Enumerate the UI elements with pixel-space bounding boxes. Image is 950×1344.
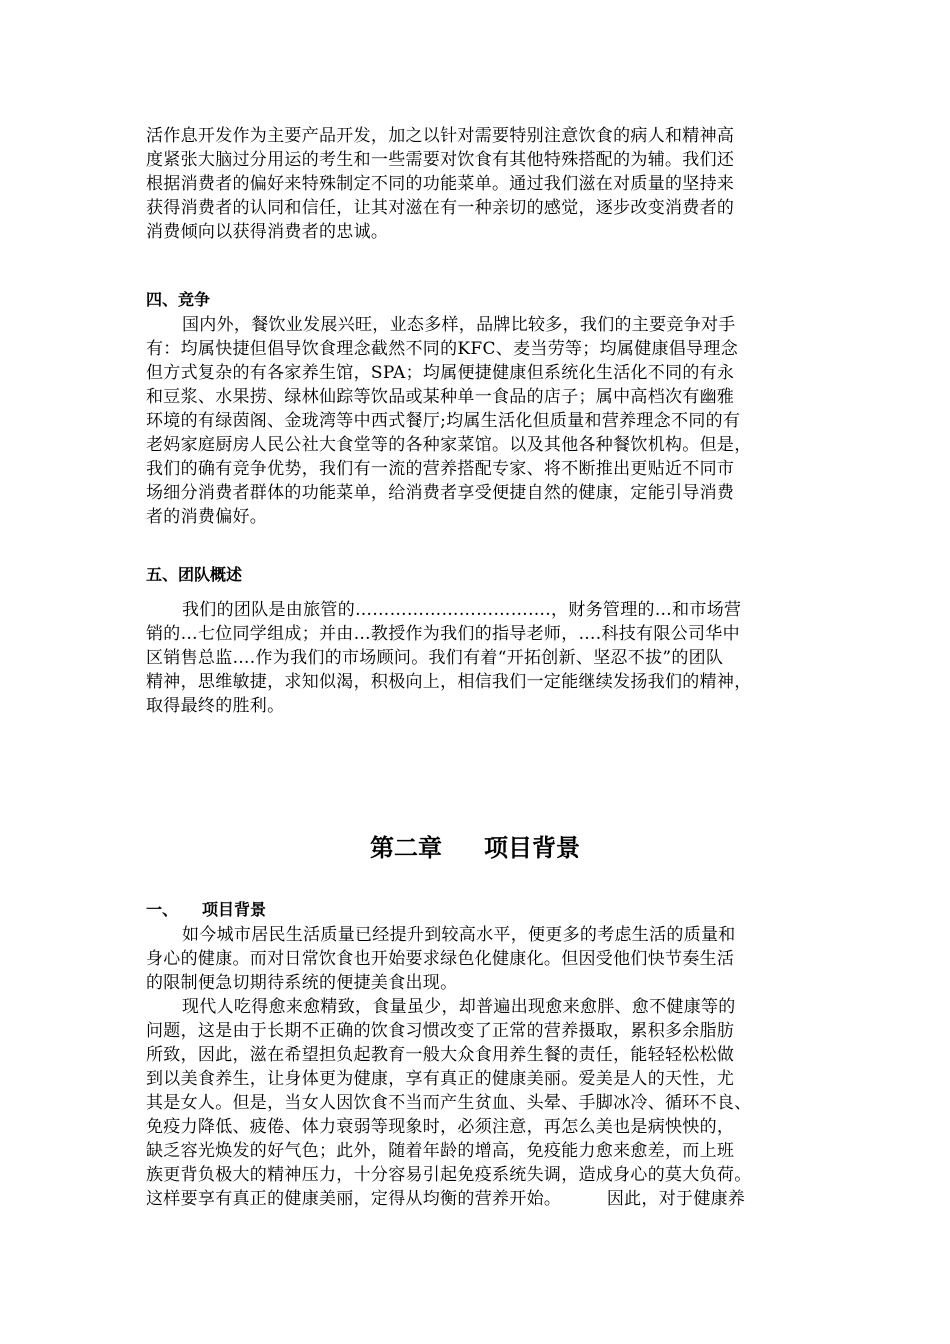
chapter-title [0, 833, 950, 863]
background-heading-text: 项目背景 [202, 900, 267, 919]
competition-line-5: 环境的有绿茵阁、金珑湾等中西式餐厅;均属生活化但质量和营养理念不同的有 [146, 411, 741, 431]
background-heading-number: 一、 [146, 900, 179, 919]
background-p2-line-3: 所致，因此，滋在希望担负起教育一般大众食用养生餐的责任，能轻轻松松做 [146, 1045, 735, 1065]
team-line-4: 精神，思维敏捷，求知似渴，积极向上，相信我们一定能继续发扬我们的精神， [146, 672, 752, 692]
intro-line-4: 获得消费者的认同和信任，让其对滋在有一种亲切的感觉，逐步改变消费者的 [146, 198, 735, 218]
intro-line-1: 活作息开发作为主要产品开发，加之以针对需要特别注意饮食的病人和精神高 [146, 126, 735, 146]
team-heading: 五、团队概述 [146, 565, 243, 584]
background-p1-line-3: 的限制便急切期待系统的便捷美食出现。 [146, 973, 458, 993]
team-line-1: 我们的团队是由旅管的…………………………….，财务管理的…和市场营 [182, 600, 742, 620]
intro-line-2: 度紧张大脑过分用运的考生和一些需要对饮食有其他特殊搭配的为辅。我们还 [146, 150, 735, 170]
background-p2-line-6: 免疫力降低、疲倦、体力衰弱等现象时，必须注意，再怎么美也是病怏怏的， [146, 1117, 735, 1137]
competition-line-6: 老妈家庭厨房人民公社大食堂等的各种家菜馆。以及其他各种餐饮机构。但是， [146, 435, 752, 455]
team-line-5: 取得最终的胜利。 [146, 696, 285, 716]
chapter-number: 第二章 [370, 834, 442, 862]
competition-line-2: 有：均属快捷但倡导饮食理念截然不同的KFC、麦当劳等；均属健康倡导理念 [146, 339, 739, 359]
background-p2-line-2: 问题，这是由于长期不正确的饮食习惯改变了正常的营养摄取，累积多余脂肪 [146, 1021, 735, 1041]
background-p2-line-1: 现代人吃得愈来愈精致，食量虽少，却普遍出现愈来愈胖、愈不健康等的 [182, 997, 736, 1017]
background-p1-line-1: 如今城市居民生活质量已经提升到较高水平，便更多的考虑生活的质量和 [182, 925, 736, 945]
competition-line-3: 但方式复杂的有各家养生馆，SPA；均属便捷健康但系统化生活化不同的有永 [146, 363, 735, 383]
intro-line-5: 消费倾向以获得消费者的忠诚。 [146, 222, 389, 242]
background-p2-line-8: 族更背负极大的精神压力，十分容易引起免疫系统失调，造成身心的莫大负荷。 [146, 1165, 752, 1185]
competition-line-9: 者的消费偏好。 [146, 507, 268, 527]
competition-line-4: 和豆浆、水果捞、绿林仙踪等饮品或某种单一食品的店子；属中高档次有幽雅 [146, 387, 735, 407]
background-p2-line-7: 缺乏容光焕发的好气色；此外，随着年龄的增高，免疫能力愈来愈差，而上班 [146, 1141, 735, 1161]
competition-line-7: 我们的确有竞争优势，我们有一流的营养搭配专家、将不断推出更贴近不同市 [146, 459, 735, 479]
background-p2-line-5: 其是女人。但是，当女人因饮食不当而产生贫血、头晕、手脚冰冷、循环不良、 [146, 1093, 752, 1113]
team-line-2: 销的…七位同学组成；并由…教授作为我们的指导老师，….科技有限公司华中 [146, 624, 740, 644]
competition-line-8: 场细分消费者群体的功能菜单，给消费者享受便捷自然的健康，定能引导消费 [146, 483, 735, 503]
competition-heading: 四、竞争 [146, 290, 211, 309]
background-p2-line-4: 到以美食养生，让身体更为健康，享有真正的健康美丽。爱美是人的天性，尤 [146, 1069, 735, 1089]
intro-line-3: 根据消费者的偏好来特殊制定不同的功能菜单。通过我们滋在对质量的坚持来 [146, 174, 735, 194]
background-heading [146, 899, 266, 921]
background-p2-line-9: 这样要享有真正的健康美丽，定得从均衡的营养开始。 因此，对于健康养 [146, 1189, 746, 1209]
chapter-name: 项目背景 [484, 834, 580, 862]
competition-line-1: 国内外，餐饮业发展兴旺，业态多样，品牌比较多，我们的主要竞争对手 [182, 315, 736, 335]
team-line-3: 区销售总监….作为我们的市场顾问。我们有着“开拓创新、坚忍不拔”的团队 [146, 648, 724, 668]
background-p1-line-2: 身心的健康。而对日常饮食也开始要求绿色化健康化。但因受他们快节奏生活 [146, 949, 735, 969]
